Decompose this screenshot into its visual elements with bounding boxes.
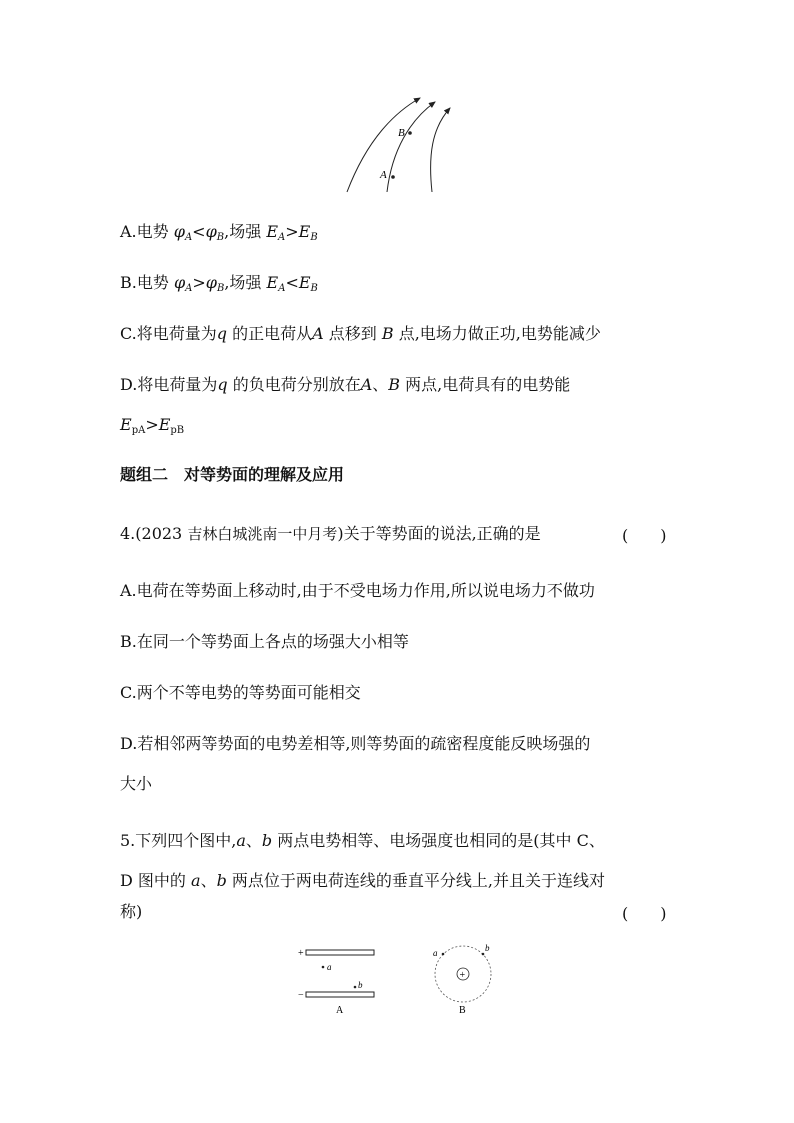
q4-option-c: C.两个不等电势的等势面可能相交 [120,683,361,702]
q4-answer-paren: ( ) [622,526,667,545]
fig-a-caption: A [336,1005,344,1016]
fig-b-point-b [482,953,485,956]
fig-a-point-a [322,966,325,969]
q5-stem-line2: D 图中的 a、b 两点位于两电荷连线的垂直平分线上,并且关于连线对 [120,871,606,890]
q4-option-d: D.若相邻两等势面的电势差相等,则等势面的疏密程度能反映场强的 [120,734,591,753]
fig-b-label-b: b [485,943,490,953]
point-a-label: A [380,169,387,181]
fig-b-caption: B [459,1005,466,1016]
q4-stem: 4.(2023 吉林白城洮南一中月考)关于等势面的说法,正确的是 [120,524,541,543]
q3-option-c: C.将电荷量为q 的正电荷从A 点移到 B 点,电场力做正功,电势能减少 [120,324,601,343]
fig-a-point-b [354,986,357,989]
q3-option-b: B.电势 $\varphi_A>\varphi_B$,场强 $E_A<E_B$ [120,273,318,294]
charge-sign: + [459,970,466,981]
q4-option-b: B.在同一个等势面上各点的场强大小相等 [120,632,409,651]
q4-option-a: A.电荷在等势面上移动时,由于不受电场力作用,所以说电场力不做功 [120,581,595,600]
fig-a-label-a: a [327,962,332,972]
field-line-right [431,108,450,192]
fig-b-label-a: a [433,948,438,958]
q5-stem-line3: 称) [120,902,143,921]
point-b-label: B [398,127,405,139]
q5-answer-paren: ( ) [622,904,667,923]
q5-stem-line1: 5.下列四个图中,a、b 两点电势相等、电场强度也相同的是(其中 C、 [120,831,605,850]
field-lines-figure [330,90,460,198]
q4-source: 吉林白城洮南一中月考 [187,525,338,543]
point-b-dot [408,131,412,135]
section-title: 题组二 对等势面的理解及应用 [120,465,345,484]
top-plate [306,950,374,955]
fig-b-point-a [442,953,445,956]
q4-option-d-cont: 大小 [120,774,153,793]
field-line-middle [387,102,435,192]
q3-option-d: D.将电荷量为q 的负电荷分别放在A、B 两点,电荷具有的电势能 [120,375,571,394]
plus-sign: + [298,948,304,959]
fig-a-label-b: b [358,980,363,990]
q5-figures [292,940,502,1020]
q3-option-d-cont: $E_{pA}>E_{pB}$ [120,415,185,436]
bottom-plate [306,992,374,997]
point-a-dot [391,175,395,179]
q3-option-a: A.电势 $\varphi_A<\varphi_B$,场强 $E_A>E_B$ [120,222,318,243]
minus-sign: − [298,990,304,1001]
